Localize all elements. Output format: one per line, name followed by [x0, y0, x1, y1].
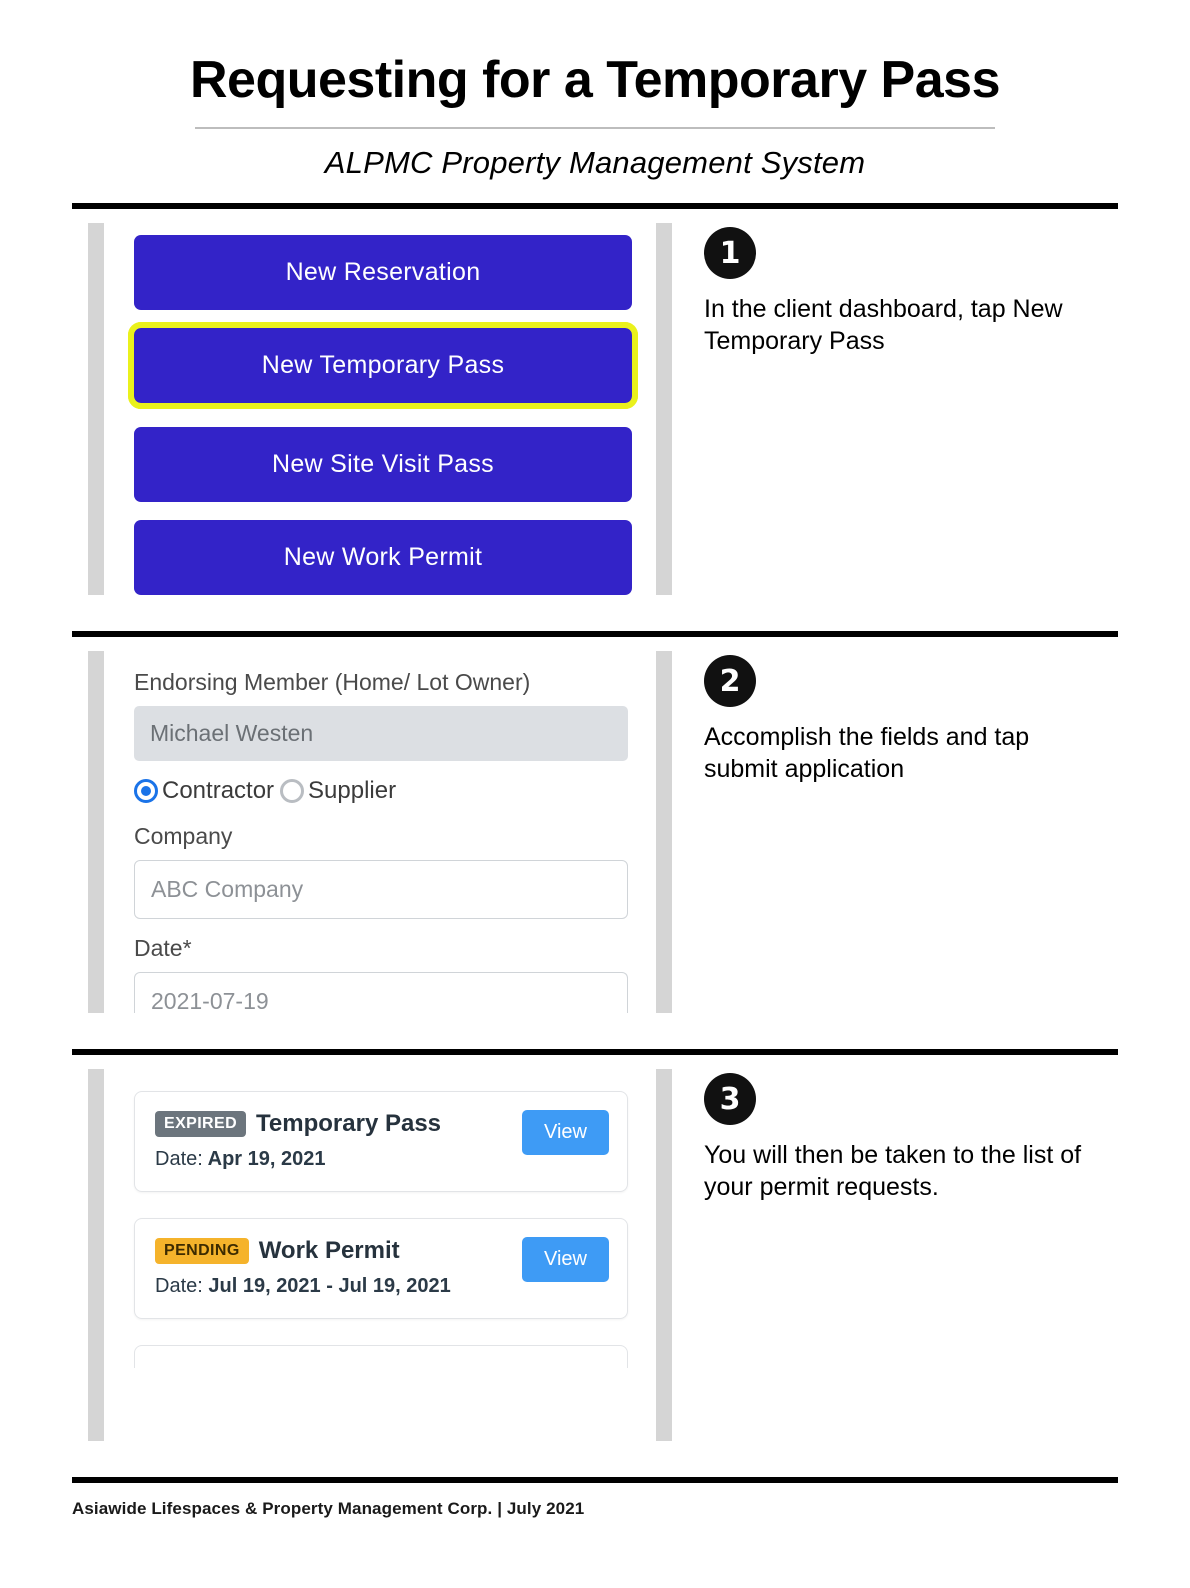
phone-left-edge-3	[88, 1069, 104, 1441]
new-reservation-button[interactable]: New Reservation	[134, 235, 632, 310]
permit-date-value-1: Apr 19, 2021	[207, 1148, 326, 1171]
list-item-partial[interactable]	[134, 1345, 628, 1368]
permit-card-info-1	[155, 1110, 522, 1171]
date-label: Date*	[134, 935, 192, 962]
phone-left-edge-2	[88, 651, 104, 1013]
step-2-badge: 2	[704, 655, 756, 707]
view-button[interactable]: View	[522, 1110, 609, 1155]
endorsing-member-label: Endorsing Member (Home/ Lot Owner)	[134, 669, 531, 696]
contractor-radio-label: Contractor	[162, 777, 275, 805]
phone-frame-2	[88, 651, 672, 1013]
page-footer: Asiawide Lifespaces & Property Management Corp. | July 2021	[72, 1499, 585, 1519]
phone-screen-3	[104, 1069, 656, 1441]
permit-date-label-1: Date:	[155, 1148, 203, 1171]
list-item[interactable]	[134, 1218, 628, 1319]
date-input[interactable]: 2021-07-19	[134, 972, 628, 1013]
permit-type-label: Work Permit	[258, 1237, 400, 1265]
contractor-radio[interactable]	[134, 779, 158, 803]
step-1-instruction: In the client dashboard, tap New Temporary Pass	[704, 295, 1063, 356]
phone-right-edge-3	[656, 1069, 672, 1441]
page-header	[0, 52, 1190, 181]
step-3-badge: 3	[704, 1073, 756, 1125]
page-title: Requesting for a Temporary Pass	[190, 51, 1000, 109]
permit-card-title-row-1	[155, 1110, 522, 1138]
phone-screen-2	[104, 651, 656, 1013]
step-2-screenshot	[72, 637, 672, 1027]
step-3-screenshot	[72, 1055, 672, 1455]
new-work-permit-button[interactable]: New Work Permit	[134, 520, 632, 595]
view-button[interactable]: View	[522, 1237, 609, 1282]
role-radio-group[interactable]	[134, 777, 628, 805]
dashboard-button-stack	[104, 223, 656, 595]
list-item[interactable]	[134, 1091, 628, 1192]
step-1	[72, 209, 1118, 609]
step-1-screenshot	[72, 209, 672, 609]
step-3-instruction: You will then be taken to the list of your permit requests.	[704, 1141, 1082, 1202]
step-1-notes	[672, 209, 1118, 609]
temporary-pass-form	[104, 651, 656, 1013]
new-site-visit-pass-button[interactable]: New Site Visit Pass	[134, 427, 632, 502]
permit-card-title-row-2	[155, 1237, 522, 1265]
status-badge: EXPIRED	[155, 1111, 246, 1137]
permit-date-value-2: Jul 19, 2021 - Jul 19, 2021	[208, 1275, 451, 1298]
company-label: Company	[134, 823, 233, 850]
step-1-badge: 1	[704, 227, 756, 279]
phone-frame-1	[88, 223, 672, 595]
company-input[interactable]: ABC Company	[134, 860, 628, 919]
step-2-notes	[672, 637, 1118, 1027]
phone-screen-1	[104, 223, 656, 595]
endorsing-member-field[interactable]: Michael Westen	[134, 706, 628, 761]
step-2	[72, 637, 1118, 1027]
title-divider	[195, 127, 995, 129]
phone-frame-3	[88, 1069, 672, 1441]
page-subtitle: ALPMC Property Management System	[324, 145, 866, 181]
new-temporary-pass-button[interactable]: New Temporary Pass	[134, 328, 632, 403]
supplier-radio[interactable]	[280, 779, 304, 803]
status-badge: PENDING	[155, 1238, 249, 1264]
phone-right-edge	[656, 223, 672, 595]
step-3	[72, 1055, 1118, 1455]
permit-date-2	[155, 1275, 522, 1298]
permit-date-label-2: Date:	[155, 1275, 203, 1298]
step-2-instruction: Accomplish the fields and tap submit application	[704, 723, 1030, 784]
supplier-radio-label: Supplier	[308, 777, 397, 805]
permit-request-list	[104, 1069, 656, 1368]
phone-left-edge	[88, 223, 104, 595]
step-3-notes	[672, 1055, 1118, 1455]
permit-card-info-2	[155, 1237, 522, 1298]
permit-date-1	[155, 1148, 522, 1171]
permit-type-label: Temporary Pass	[256, 1110, 442, 1138]
phone-right-edge-2	[656, 651, 672, 1013]
